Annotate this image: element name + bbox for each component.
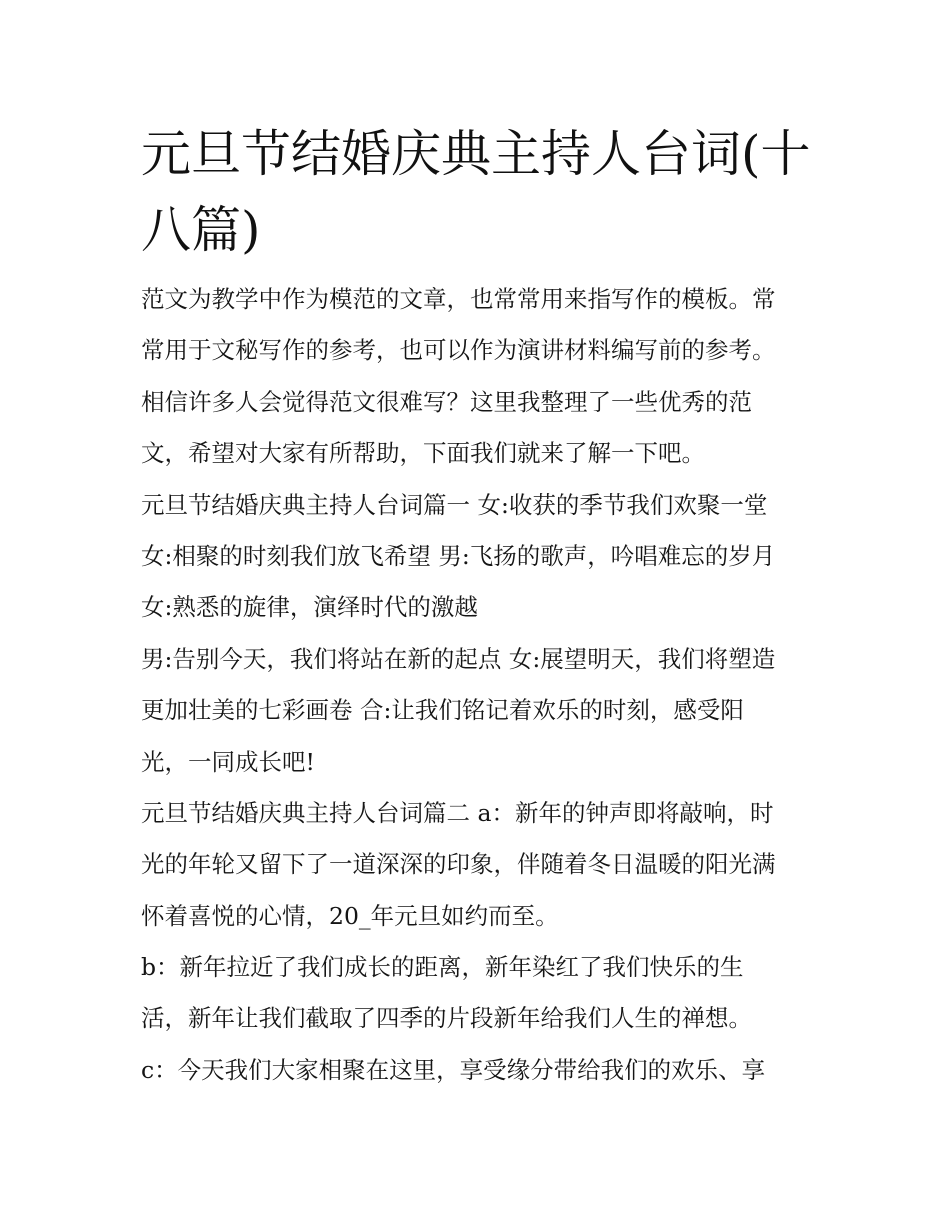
body-text-line: 光，一同成长吧! (141, 747, 315, 776)
body-text-line: 光的年轮又留下了一道深深的印象，伴随着冬日温暖的阳光满 (141, 850, 776, 879)
title-line-1: 元旦节结婚庆典主持人台词(十 (141, 125, 811, 183)
body-text-line: 更加壮美的七彩画卷 合:让我们铭记着欢乐的时刻，感受阳 (141, 696, 744, 725)
body-text-line: 常用于文秘写作的参考，也可以作为演讲材料编写前的参考。 (141, 336, 776, 365)
document-title (141, 116, 821, 268)
body-text-line: 文，希望对大家有所帮助，下面我们就来了解一下吧。 (141, 439, 705, 468)
body-text-line: 元旦节结婚庆典主持人台词篇二 a：新年的钟声即将敲响，时 (141, 798, 774, 827)
body-text-line: 女:相聚的时刻我们放飞希望 男:飞扬的歌声，吟唱难忘的岁月 (141, 541, 776, 570)
body-text-line: b：新年拉近了我们成长的距离，新年染红了我们快乐的生 (141, 953, 744, 982)
document-body (141, 274, 821, 1096)
body-text-line: 女:熟悉的旋律，演绎时代的激越 (141, 593, 478, 622)
body-text-line: 范文为教学中作为模范的文章，也常常用来指写作的模板。常 (141, 285, 776, 313)
body-text-line: c：今天我们大家相聚在这里，享受缘分带给我们的欢乐、享 (141, 1055, 766, 1084)
body-text-line: 相信许多人会觉得范文很难写？这里我整理了一些优秀的范 (141, 387, 752, 416)
body-text-line: 男:告别今天，我们将站在新的起点 女:展望明天，我们将塑造 (141, 644, 776, 673)
title-line-2: 八篇) (141, 201, 261, 259)
body-text-line: 活，新年让我们截取了四季的片段新年给我们人生的禅想。 (141, 1004, 752, 1033)
body-text-line: 怀着喜悦的心情，20_年元旦如约而至。 (141, 901, 559, 930)
body-text-line: 元旦节结婚庆典主持人台词篇一 女:收获的季节我们欢聚一堂 (141, 490, 768, 519)
